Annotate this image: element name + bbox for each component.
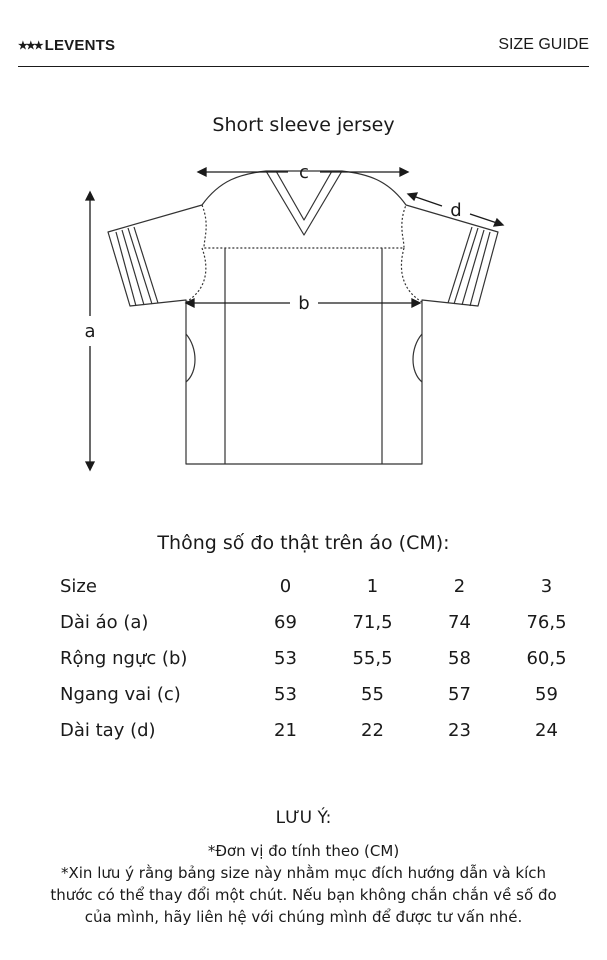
table-cell: 76,5 — [526, 611, 567, 633]
diagram-title: Short sleeve jersey — [212, 114, 395, 136]
label-d: d — [450, 200, 462, 221]
table-cell: 53 — [274, 683, 297, 705]
table-cell: 2 — [453, 575, 466, 597]
note-text — [40, 840, 567, 928]
table-header-row — [48, 568, 590, 604]
star-icon: ★★★ — [18, 40, 42, 52]
table-cell: Ngang vai (c) — [60, 683, 181, 705]
table-cell: 24 — [535, 719, 558, 741]
table-cell: 22 — [361, 719, 384, 741]
label-a: a — [84, 321, 96, 342]
table-cell: Dài tay (d) — [60, 719, 156, 741]
note-line: thước có thể thay đổi một chút. Nếu bạn không chắn chắn về số đo — [50, 886, 557, 904]
table-cell: 1 — [366, 575, 379, 597]
table-row — [48, 640, 590, 676]
page-label: SIZE GUIDE — [498, 36, 589, 53]
table-cell: 21 — [274, 719, 297, 741]
note-line: *Đơn vị đo tính theo (CM) — [207, 842, 400, 860]
table-cell: 55,5 — [352, 647, 393, 669]
table-cell: 58 — [448, 647, 471, 669]
spec-title: Thông số đo thật trên áo (CM): — [157, 532, 450, 554]
table-cell: Dài áo (a) — [60, 611, 149, 633]
table-cell: 60,5 — [526, 647, 567, 669]
size-table — [48, 568, 590, 748]
table-cell: 74 — [448, 611, 471, 633]
note-line: của mình, hãy liên hệ với chúng mình để được tư vấn nhé. — [84, 908, 523, 926]
label-c: c — [299, 162, 309, 183]
table-cell: Rộng ngực (b) — [60, 647, 188, 669]
note-title: LƯU Ý: — [275, 808, 332, 828]
table-cell: 23 — [448, 719, 471, 741]
note-line: *Xin lưu ý rằng bảng size này nhằm mục đích hướng dẫn và kích — [60, 864, 547, 882]
table-cell: 3 — [540, 575, 553, 597]
table-cell: 69 — [274, 611, 297, 633]
table-cell: 0 — [279, 575, 292, 597]
brand-name: LEVENTS — [44, 37, 116, 54]
table-row — [48, 604, 590, 640]
table-cell: 55 — [361, 683, 384, 705]
table-cell: Size — [60, 575, 97, 597]
header — [18, 34, 589, 67]
label-b: b — [298, 293, 310, 314]
jersey-outline — [108, 171, 498, 464]
table-cell: 71,5 — [352, 611, 393, 633]
table-row — [48, 676, 590, 712]
table-cell: 57 — [448, 683, 471, 705]
jersey-diagram — [60, 150, 560, 480]
table-cell: 53 — [274, 647, 297, 669]
table-row — [48, 712, 590, 748]
brand-logo[interactable] — [18, 37, 115, 54]
table-cell: 59 — [535, 683, 558, 705]
